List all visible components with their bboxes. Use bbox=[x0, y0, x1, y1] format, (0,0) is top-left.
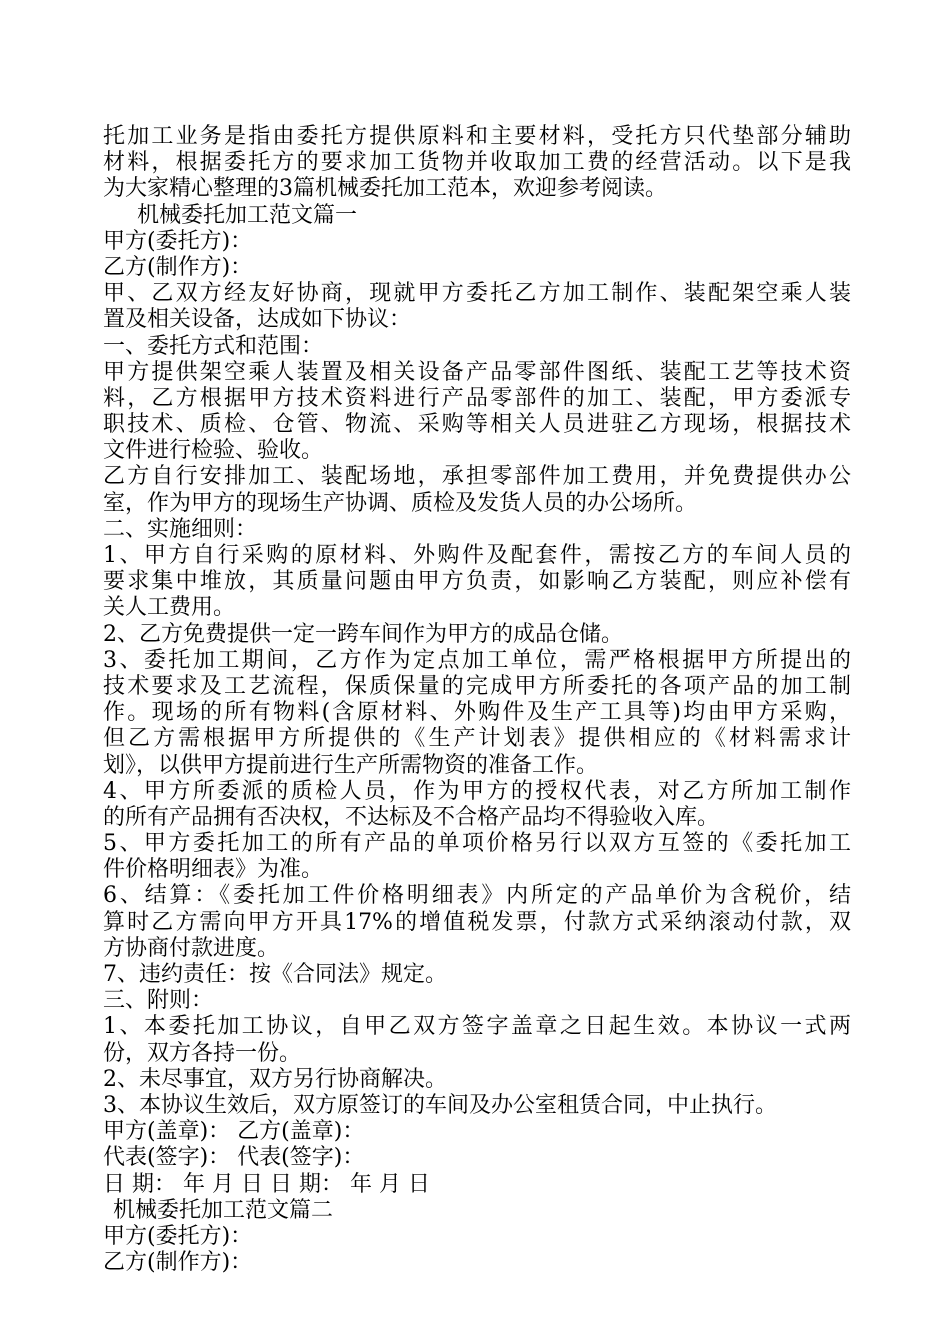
text-line: 乙方(制作方)： bbox=[103, 254, 253, 280]
text-line: 室，作为甲方的现场生产协调、质检及发货人员的办公场所。 bbox=[103, 490, 698, 516]
text-line: 划》，以供甲方提前进行生产所需物资的准备工作。 bbox=[103, 752, 599, 778]
text-line: 5、甲方委托加工的所有产品的单项价格另行以双方互签的《委托加工 bbox=[103, 831, 851, 857]
text-line: 方协商付款进度。 bbox=[103, 935, 280, 961]
text-line: 甲方提供架空乘人装置及相关设备产品零部件图纸、装配工艺等技术资 bbox=[103, 359, 851, 385]
text-line: 二、实施细则： bbox=[103, 516, 258, 542]
text-line: 代表(签字)： 代表(签字)： bbox=[103, 1145, 365, 1171]
text-line: 但乙方需根据甲方所提供的《生产计划表》提供相应的《材料需求计 bbox=[103, 726, 851, 752]
text-line: 3、委托加工期间，乙方作为定点加工单位，需严格根据甲方所提出的 bbox=[103, 647, 851, 673]
text-line: 4、甲方所委派的质检人员，作为甲方的授权代表，对乙方所加工制作 bbox=[103, 778, 851, 804]
text-line: 乙方(制作方)： bbox=[103, 1250, 253, 1276]
text-line: 机械委托加工范文篇一 bbox=[137, 202, 358, 228]
text-line: 职技术、质检、仓管、物流、采购等相关人员进驻乙方现场，根据技术 bbox=[103, 412, 851, 438]
text-line: 日 期： 年 月 日 日 期： 年 月 日 bbox=[103, 1171, 430, 1197]
text-line: 6、结算：《委托加工件价格明细表》内所定的产品单价为含税价，结 bbox=[103, 883, 851, 909]
text-line: 一、委托方式和范围： bbox=[103, 333, 324, 359]
text-line: 要求集中堆放，其质量问题由甲方负责，如影响乙方装配，则应补偿有 bbox=[103, 569, 851, 595]
text-line: 置及相关设备，达成如下协议： bbox=[103, 307, 412, 333]
text-line: 1、甲方自行采购的原材料、外购件及配套件，需按乙方的车间人员的 bbox=[103, 543, 851, 568]
text-line: 料，乙方根据甲方技术资料进行产品零部件的加工、装配，甲方委派专 bbox=[103, 385, 851, 411]
text-line: 2、未尽事宜，双方另行协商解决。 bbox=[103, 1066, 447, 1092]
text-line: 为大家精心整理的3篇机械委托加工范本，欢迎参考阅读。 bbox=[103, 176, 667, 202]
text-line: 作。现场的所有物料(含原材料、外购件及生产工具等)均由甲方采购， bbox=[103, 700, 851, 726]
text-line: 甲、乙双方经友好协商，现就甲方委托乙方加工制作、装配架空乘人装 bbox=[103, 281, 851, 307]
text-line: 7、违约责任：按《合同法》规定。 bbox=[103, 962, 447, 987]
text-line: 托加工业务是指由委托方提供原料和主要材料，受托方只代垫部分辅助 bbox=[103, 124, 851, 149]
text-line: 甲方(委托方)： bbox=[103, 1223, 253, 1249]
text-line: 份，双方各持一份。 bbox=[103, 1040, 302, 1066]
text-line: 文件进行检验、验收。 bbox=[103, 438, 324, 464]
document-body bbox=[103, 124, 851, 1276]
text-line: 件价格明细表》为准。 bbox=[103, 857, 324, 883]
text-line: 的所有产品拥有否决权，不达标及不合格产品均不得验收入库。 bbox=[103, 804, 720, 830]
text-line: 技术要求及工艺流程，保质保量的完成甲方所委托的各项产品的加工制 bbox=[103, 673, 851, 699]
text-line: 机械委托加工范文篇二 bbox=[113, 1197, 334, 1223]
text-line: 材料，根据委托方的要求加工货物并收取加工费的经营活动。以下是我 bbox=[103, 150, 851, 176]
text-line: 3、本协议生效后，双方原签订的车间及办公室租赁合同，中止执行。 bbox=[103, 1092, 777, 1118]
text-line: 2、乙方免费提供一定一跨车间作为甲方的成品仓储。 bbox=[103, 621, 623, 647]
text-line: 1、本委托加工协议，自甲乙双方签字盖章之日起生效。本协议一式两 bbox=[103, 1014, 851, 1040]
text-line: 甲方(委托方)： bbox=[103, 228, 253, 254]
text-line: 三、附则： bbox=[103, 988, 214, 1014]
text-line: 甲方(盖章)： 乙方(盖章)： bbox=[103, 1119, 365, 1145]
text-line: 乙方自行安排加工、装配场地，承担零部件加工费用，并免费提供办公 bbox=[103, 464, 851, 490]
text-line: 关人工费用。 bbox=[103, 595, 236, 621]
text-line: 算时乙方需向甲方开具17%的增值税发票，付款方式采纳滚动付款，双 bbox=[103, 909, 851, 935]
